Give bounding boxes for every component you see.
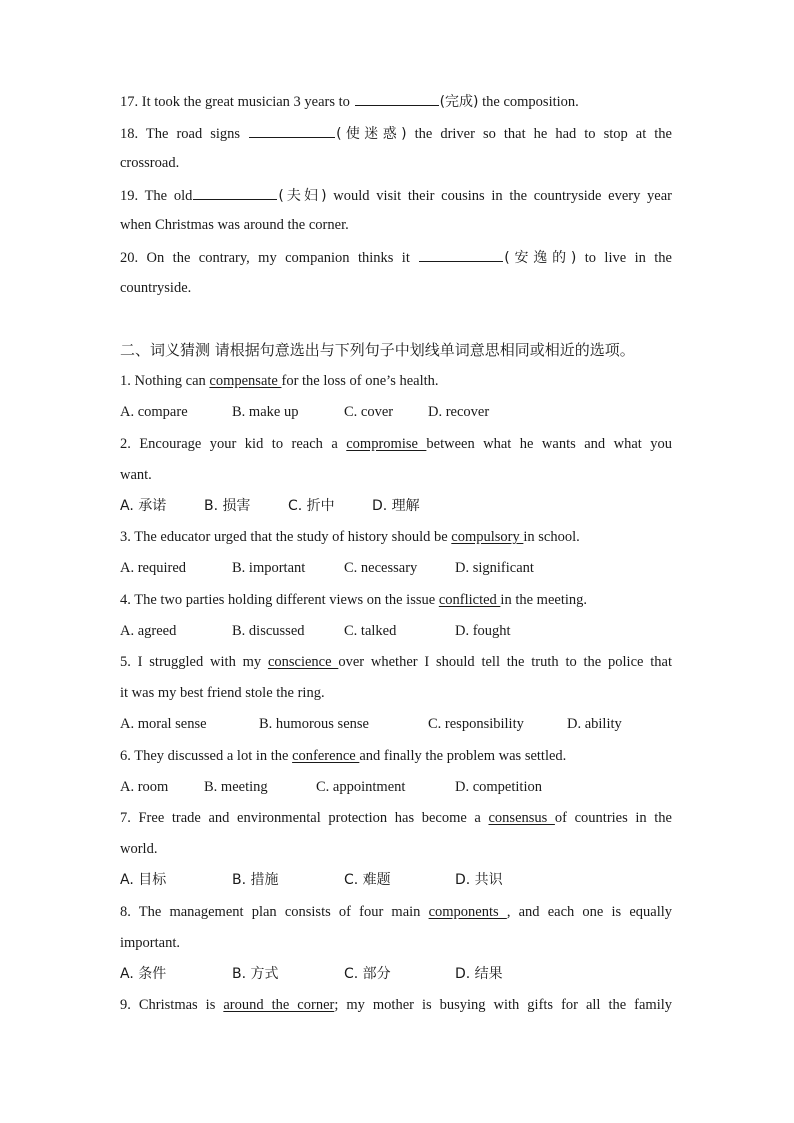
q17-text-post: the composition. — [478, 94, 579, 110]
option-c[interactable]: C. 部分 — [344, 966, 391, 982]
option-b[interactable]: B. 损害 — [204, 498, 251, 514]
option-c[interactable]: C. appointment — [316, 779, 406, 795]
q19-text-post: would visit their cousins in the countryside every year — [326, 188, 672, 204]
question-17 — [120, 91, 672, 111]
q20-text-post: to live in the — [576, 250, 672, 266]
q-text-pre: 9. Christmas is — [120, 997, 224, 1013]
option-a[interactable]: A. 目标 — [120, 872, 167, 888]
q19-hint: (夫妇) — [278, 188, 327, 204]
underlined-word: around the corner — [223, 997, 335, 1013]
q-text-post: in the meeting. — [500, 592, 587, 608]
option-a[interactable]: A. agreed — [120, 623, 177, 639]
option-b[interactable]: B. meeting — [204, 779, 268, 795]
q-text-pre: 8. The management plan consists of four main — [120, 904, 429, 920]
option-b[interactable]: B. 方式 — [232, 966, 279, 982]
q-text-post: of countries in the — [554, 810, 672, 826]
vocab-question-1 — [120, 372, 672, 390]
option-a[interactable]: A. 条件 — [120, 966, 167, 982]
question-19 — [120, 185, 672, 205]
option-c[interactable]: C. talked — [344, 623, 397, 639]
option-c[interactable]: C. cover — [344, 404, 394, 420]
q-text-pre: 6. They discussed a lot in the — [120, 748, 293, 764]
underlined-word: compulsory — [451, 529, 524, 545]
q-text-pre: 3. The educator urged that the study of history should be — [120, 529, 452, 545]
option-d[interactable]: D. ability — [567, 716, 622, 732]
option-a[interactable]: A. room — [120, 779, 169, 795]
option-b[interactable]: B. humorous sense — [259, 716, 369, 732]
q7-options — [120, 871, 672, 889]
q4-options — [120, 622, 672, 640]
underlined-word: compromise — [346, 436, 427, 452]
question-18 — [120, 123, 672, 143]
q-text-pre: 2. Encourage your kid to reach a — [120, 436, 347, 452]
q-text-pre: 1. Nothing can — [120, 373, 210, 389]
q19-text-pre: 19. The old — [120, 188, 193, 204]
option-d[interactable]: D. 理解 — [372, 498, 420, 514]
q6-options — [120, 778, 672, 796]
option-a[interactable]: A. moral sense — [120, 716, 207, 732]
option-c[interactable]: C. responsibility — [428, 716, 524, 732]
vocab-question-3 — [120, 528, 672, 546]
option-c[interactable]: C. necessary — [344, 560, 418, 576]
answer-blank[interactable] — [249, 123, 335, 138]
vocab-question-7 — [120, 809, 672, 827]
q2-line2: want. — [120, 467, 152, 483]
option-a[interactable]: A. compare — [120, 404, 188, 420]
q1-options — [120, 403, 672, 421]
vocab-question-5 — [120, 653, 672, 671]
vocab-question-4 — [120, 591, 672, 609]
option-a[interactable]: A. required — [120, 560, 187, 576]
q-text-pre: 7. Free trade and environmental protection has become a — [120, 810, 489, 826]
option-d[interactable]: D. recover — [428, 404, 490, 420]
underlined-word: compensate — [209, 373, 282, 389]
vocab-question-6 — [120, 747, 672, 765]
answer-blank[interactable] — [355, 91, 439, 106]
q2-options — [120, 497, 672, 515]
q-text-post: for the loss of one’s health. — [281, 373, 439, 389]
question-20 — [120, 247, 672, 267]
q20-text-pre: 20. On the contrary, my companion thinks it — [120, 250, 419, 266]
q18-line2: crossroad. — [120, 155, 180, 171]
q-text-post: and finally the problem was settled. — [359, 748, 567, 764]
option-d[interactable]: D. 共识 — [455, 872, 503, 888]
option-a[interactable]: A. 承诺 — [120, 498, 167, 514]
q18-hint: (使迷惑) — [336, 126, 407, 142]
underlined-word: conscience — [267, 654, 339, 670]
q19-line2: when Christmas was around the corner. — [120, 217, 349, 233]
q18-text-pre: 18. The road signs — [120, 126, 249, 142]
q18-text-post: the driver so that he had to stop at the — [406, 126, 672, 142]
option-b[interactable]: B. make up — [232, 404, 299, 420]
option-d[interactable]: D. significant — [455, 560, 534, 576]
section-heading: 二、词义猜测 请根据句意选出与下列句子中划线单词意思相同或相近的选项。 — [120, 341, 635, 359]
q17-hint: (完成) — [439, 94, 479, 110]
q7-line2: world. — [120, 841, 158, 857]
vocab-question-2 — [120, 435, 672, 453]
q-text-pre: 4. The two parties holding different views on the issue — [120, 592, 439, 608]
option-d[interactable]: D. competition — [455, 779, 542, 795]
q-text-post: , and each one is equally — [506, 904, 673, 920]
q-text-post: between what he wants and what you — [426, 436, 672, 452]
q20-hint: (安逸的) — [504, 250, 577, 266]
option-c[interactable]: C. 折中 — [288, 498, 335, 514]
vocab-question-9 — [120, 996, 672, 1014]
q17-text-pre: 17. It took the great musician 3 years to — [120, 94, 354, 110]
q5-options — [120, 715, 672, 733]
q8-line2: important. — [120, 935, 181, 951]
vocab-question-8 — [120, 903, 672, 921]
underlined-word: conference — [292, 748, 360, 764]
q-text-post: over whether I should tell the truth to the police that — [338, 654, 672, 670]
option-b[interactable]: B. 措施 — [232, 872, 279, 888]
option-d[interactable]: D. fought — [455, 623, 511, 639]
option-c[interactable]: C. 难题 — [344, 872, 391, 888]
q5-line2: it was my best friend stole the ring. — [120, 685, 325, 701]
underlined-word: conflicted — [438, 592, 501, 608]
option-b[interactable]: B. important — [232, 560, 306, 576]
underlined-word: components — [428, 904, 507, 920]
answer-blank[interactable] — [419, 247, 503, 262]
option-b[interactable]: B. discussed — [232, 623, 305, 639]
q-text-pre: 5. I struggled with my — [120, 654, 268, 670]
q20-line2: countryside. — [120, 280, 192, 296]
q3-options — [120, 559, 672, 577]
answer-blank[interactable] — [193, 185, 277, 200]
underlined-word: consensus — [488, 810, 555, 826]
q-text-post: ; my mother is busying with gifts for all the family — [334, 997, 673, 1013]
q8-options — [120, 965, 672, 983]
q-text-post: in school. — [523, 529, 580, 545]
option-d[interactable]: D. 结果 — [455, 966, 503, 982]
